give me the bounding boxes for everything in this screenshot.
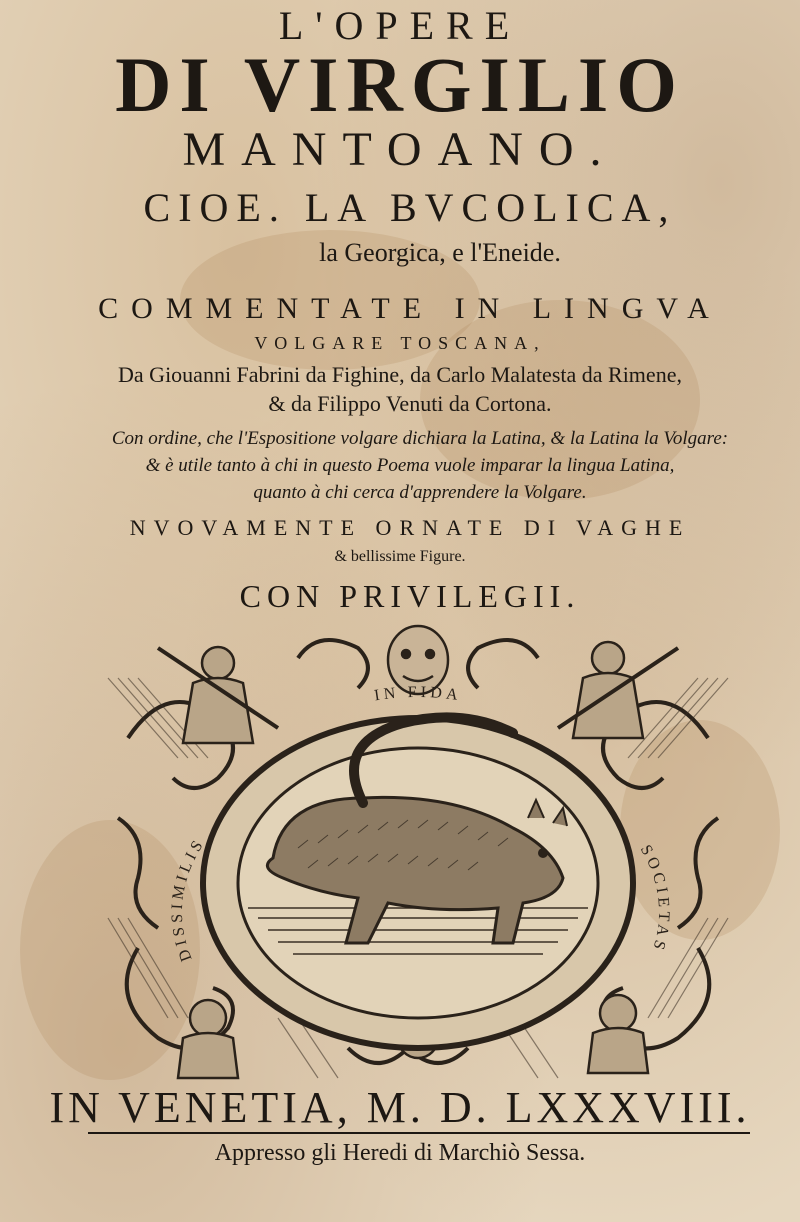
woodcut-illustration (98, 618, 738, 1088)
authors-line-2: & da Filippo Venuti da Cortona. (268, 391, 552, 416)
motto-right: SOCIETAS (636, 842, 673, 956)
imprint-rule (88, 1132, 750, 1134)
title-line-di-virgilio: DI VIRGILIO (115, 41, 685, 128)
description-line-2: & è utile tanto à chi in questo Poema vuole imparar la lingua Latina, (145, 455, 675, 476)
mask-ornament (388, 626, 448, 694)
description-line-3: quanto à chi cerca d'apprendere la Volgare. (253, 482, 587, 503)
imprint-printer: Appresso gli Heredi di Marchiò Sessa. (214, 1140, 586, 1166)
ornate-line: NVOVAMENTE ORNATE DI VAGHE (129, 515, 691, 540)
privilege-line: CON PRIVILEGII. (239, 578, 581, 614)
description-line-1: Con ordine, che l'Espositione volgare dichiara la Latina, & la Latina la Volgare: (111, 428, 729, 449)
figure-line: & bellissime Figure. (334, 548, 466, 565)
motto-left: DISSIMILIS (168, 834, 209, 964)
authors-line-1: Da Giouanni Fabrini da Fighine, da Carlo Malatesta da Rimene, (118, 362, 682, 387)
subtitle-volgare: VOLGARE TOSCANA, (254, 333, 546, 353)
title-line-georgica: la Georgica, e l'Eneide. (319, 238, 561, 267)
imprint-place-date: IN VENETIA, M. D. LXXXVIII. (49, 1083, 751, 1132)
title-line-bucolica: CIOE. LA BVCOLICA, (143, 185, 677, 230)
motto-top: IN FIDA (373, 683, 463, 705)
subtitle-commentate: COMMENTATE IN LINGVA (98, 292, 722, 325)
printers-device-woodcut (98, 618, 738, 1088)
title-line-lopere: L'OPERE (278, 3, 522, 48)
title-line-mantoano: MANTOANO. (182, 123, 618, 176)
